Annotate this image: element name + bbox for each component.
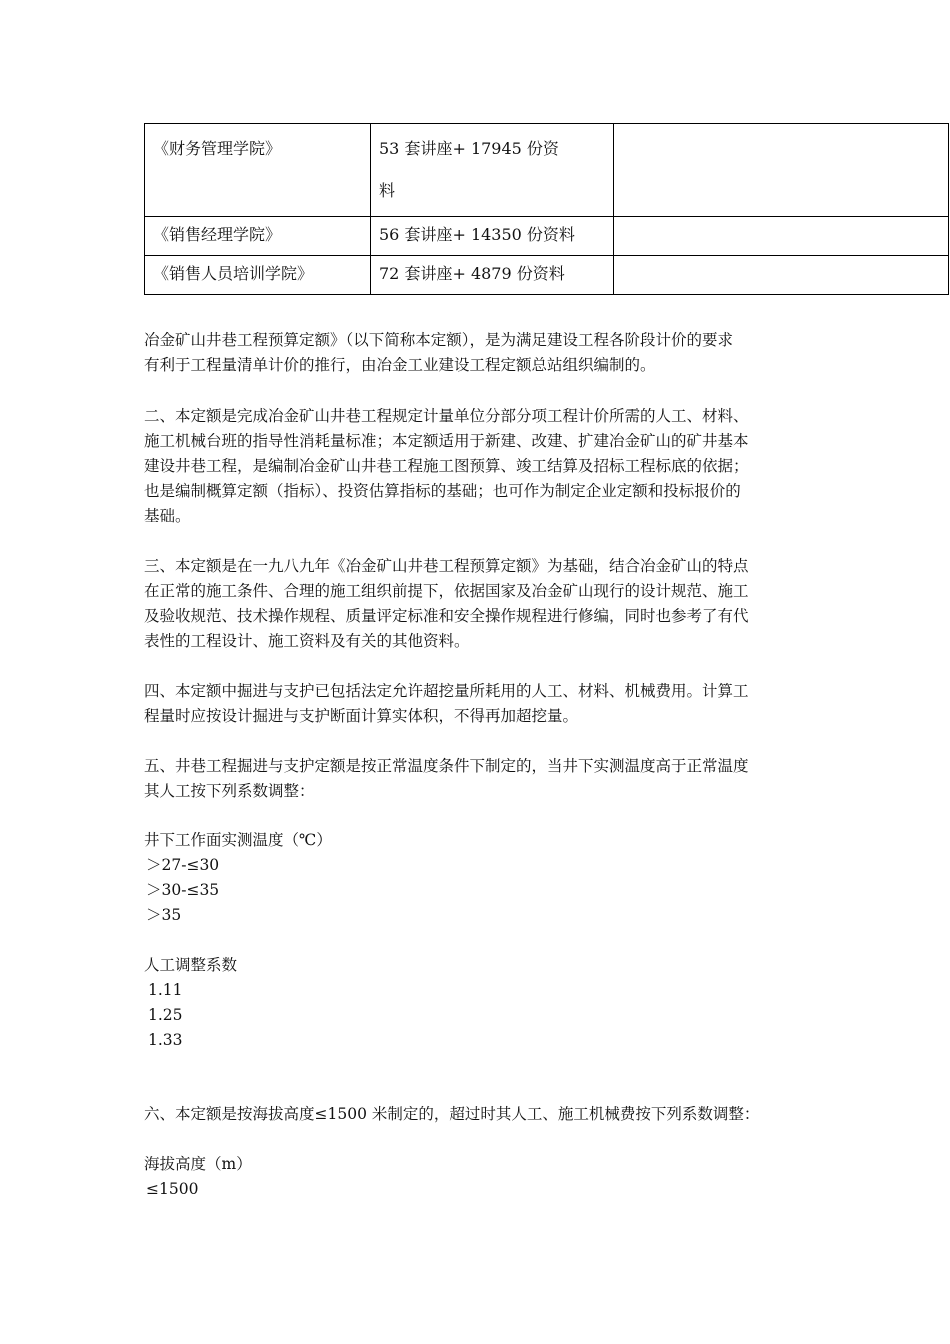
table-cell-name: 《销售人员培训学院》 xyxy=(145,256,371,295)
altitude-value: ≤1500 xyxy=(146,1180,199,1198)
table-cell-extra xyxy=(614,217,949,256)
paragraph-intro: 冶金矿山井巷工程预算定额》（以下简称本定额），是为满足建设工程各阶段计价的要求 有利于工程量清单计价的推行，由冶金工业建设工程定额总站组织编制的。 xyxy=(144,331,734,374)
table-cell-name: 《财务管理学院》 xyxy=(145,124,371,217)
labor-coefficient-value: 1.11 xyxy=(148,981,183,999)
paragraph-section-2: 二、本定额是完成冶金矿山井巷工程规定计量单位分部分项工程计价所需的人工、材料、 施工机械台班的指导性消耗量标准；本定额适用于新建、改建、扩建冶金矿山的矿井基本 建设井巷工程，是编制冶金矿山井巷工程施工图预算、竣工结算及招标工程标底的依据； 也是编制概算定额（指标）、投资估算指标的基础；也可作为制定企业定额和投标报价的 基础。 xyxy=(144,407,749,525)
table-row xyxy=(145,124,949,217)
table-cell-desc-line1: 53 套讲座+ 17945 份资 xyxy=(379,139,559,158)
paragraph-section-4: 四、本定额中掘进与支护已包括法定允许超挖量所耗用的人工、材料、机械费用。计算工 程量时应按设计掘进与支护断面计算实体积，不得再加超挖量。 xyxy=(144,682,749,725)
temperature-range: ＞35 xyxy=(146,906,182,924)
table-cell-desc xyxy=(371,124,614,217)
temperature-range: ＞27-≤30 xyxy=(146,856,220,874)
table-cell-extra xyxy=(614,256,949,295)
paragraph-section-5: 五、井巷工程掘进与支护定额是按正常温度条件下制定的，当井下实测温度高于正常温度 其人工按下列系数调整： xyxy=(144,757,749,800)
paragraph-section-3: 三、本定额是在一九八九年《冶金矿山井巷工程预算定额》为基础，结合冶金矿山的特点 在正常的施工条件、合理的施工组织前提下，依据国家及冶金矿山现行的设计规范、施工 及验收规范、技术操作规程、质量评定标准和安全操作规程进行修编，同时也参考了有代 表性的工程设计、施工资料及有关的其他资料。 xyxy=(144,557,749,650)
table-cell-desc: 56 套讲座+ 14350 份资料 xyxy=(371,217,614,256)
labor-coefficient-heading: 人工调整系数 xyxy=(144,956,238,974)
temperature-heading: 井下工作面实测温度（℃） xyxy=(144,831,332,849)
labor-coefficient-value: 1.33 xyxy=(148,1031,183,1049)
paragraph-section-6: 六、本定额是按海拔高度≤1500 米制定的，超过时其人工、施工机械费按下列系数调整： xyxy=(144,1105,760,1123)
temperature-range: ＞30-≤35 xyxy=(146,881,220,899)
table-row xyxy=(145,256,949,295)
altitude-heading: 海拔高度（m） xyxy=(144,1155,252,1173)
table-cell-name: 《销售经理学院》 xyxy=(145,217,371,256)
table-cell-extra xyxy=(614,124,949,217)
table-row xyxy=(145,217,949,256)
table-cell-desc-line2: 料 xyxy=(379,181,396,200)
resource-table xyxy=(144,123,949,295)
table-cell-desc: 72 套讲座+ 4879 份资料 xyxy=(371,256,614,295)
labor-coefficient-value: 1.25 xyxy=(148,1006,183,1024)
